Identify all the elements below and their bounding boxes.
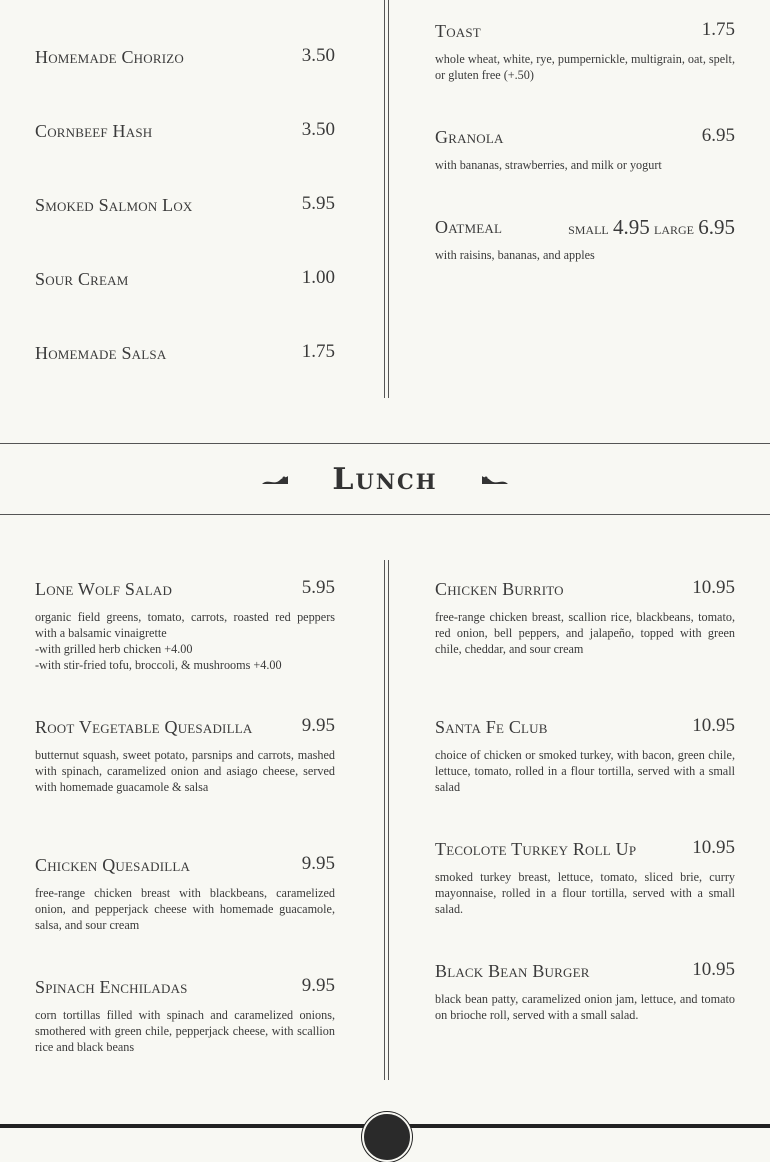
item-description — [35, 609, 335, 673]
item-description: corn tortillas filled with spinach and caramelized onions, smothered with green chile, pepperjack cheese, with scallion rice and black beans — [35, 1008, 335, 1054]
item-price: 9.95 — [301, 975, 335, 996]
menu-item — [35, 121, 335, 145]
menu-item — [35, 855, 335, 933]
menu-item — [435, 839, 735, 917]
item-price: 10.95 — [692, 837, 735, 858]
item-price — [568, 215, 735, 240]
item-name: Sour Cream — [35, 269, 129, 289]
menu-item — [35, 717, 335, 795]
menu-item — [435, 217, 735, 263]
item-description: free-range chicken breast with blackbeans, caramelized onion, and pepperjack cheese with homemade guacamole, salsa, and sour cream — [35, 886, 335, 932]
menu-item — [35, 47, 335, 71]
item-name: Root Vegetable Quesadilla — [35, 717, 253, 737]
item-price: 6.95 — [701, 125, 735, 146]
item-price: 1.75 — [301, 341, 335, 362]
item-price: 10.95 — [692, 715, 735, 736]
column-divider — [384, 560, 389, 1080]
item-name: Smoked Salmon Lox — [35, 195, 193, 215]
flourish-right-icon — [480, 472, 510, 488]
item-description: choice of chicken or smoked turkey, with bacon, green chile, lettuce, tomato, rolled in a flour tortilla, served with a small salad — [435, 748, 735, 794]
extra-option: -with stir-fried tofu, broccoli, & mushrooms +4.00 — [35, 658, 282, 672]
item-name: Lone Wolf Salad — [35, 579, 173, 599]
item-name: Cornbeef Hash — [35, 121, 153, 141]
description-text: organic field greens, tomato, carrots, roasted red peppers with a balsamic vinaigrette — [35, 610, 335, 640]
menu-item — [35, 579, 335, 673]
menu-item — [435, 961, 735, 1023]
item-name: Oatmeal — [435, 217, 503, 237]
item-name: Tecolote Turkey Roll Up — [435, 839, 637, 859]
section-title: Lunch — [332, 462, 438, 497]
price-large: 6.95 — [698, 215, 735, 239]
item-description: black bean patty, caramelized onion jam, lettuce, and tomato on brioche roll, served with a small salad. — [435, 992, 735, 1022]
item-description: smoked turkey breast, lettuce, tomato, sliced brie, curry mayonnaise, rolled in a flour tortilla, served with a small salad. — [435, 870, 735, 916]
item-name: Black Bean Burger — [435, 961, 590, 981]
item-price: 10.95 — [692, 577, 735, 598]
item-name: Santa Fe Club — [435, 717, 548, 737]
menu-item — [435, 717, 735, 795]
item-name: Toast — [435, 21, 481, 41]
item-name: Homemade Chorizo — [35, 47, 184, 67]
footer-emblem-icon — [362, 1112, 412, 1162]
item-description: free-range chicken breast, scallion rice, blackbeans, tomato, red onion, bell peppers, and jalapeño, topped with green chile, cheddar, and sour cream — [435, 610, 735, 656]
item-price: 9.95 — [301, 853, 335, 874]
item-description: butternut squash, sweet potato, parsnips and carrots, mashed with spinach, caramelized onion and asiago cheese, served with homemade guacamole & salsa — [35, 748, 335, 794]
extra-option: -with grilled herb chicken +4.00 — [35, 642, 193, 656]
menu-item — [435, 21, 735, 83]
price-small-label: small — [568, 219, 609, 238]
item-description: with raisins, bananas, and apples — [435, 248, 595, 262]
item-price: 5.95 — [301, 577, 335, 598]
price-large-label: large — [654, 219, 694, 238]
menu-item — [435, 127, 735, 173]
item-name: Homemade Salsa — [35, 343, 167, 363]
item-name: Chicken Quesadilla — [35, 855, 191, 875]
menu-item — [35, 977, 335, 1055]
menu-item — [35, 195, 335, 219]
item-price: 10.95 — [692, 959, 735, 980]
section-rule-bottom — [0, 514, 770, 515]
price-small: 4.95 — [613, 215, 650, 239]
section-rule-top — [0, 443, 770, 444]
item-description: with bananas, strawberries, and milk or yogurt — [435, 158, 662, 172]
item-description: whole wheat, white, rye, pumpernickle, multigrain, oat, spelt, or gluten free (+.50) — [435, 52, 735, 82]
item-price: 5.95 — [301, 193, 335, 214]
column-divider — [384, 0, 389, 398]
item-price: 9.95 — [301, 715, 335, 736]
item-name: Spinach Enchiladas — [35, 977, 188, 997]
item-name: Granola — [435, 127, 504, 147]
menu-item — [35, 343, 335, 367]
item-price: 3.50 — [301, 45, 335, 66]
menu-item — [35, 269, 335, 293]
item-price: 3.50 — [301, 119, 335, 140]
item-price: 1.75 — [701, 19, 735, 40]
item-price: 1.00 — [301, 267, 335, 288]
item-name: Chicken Burrito — [435, 579, 564, 599]
menu-item — [435, 579, 735, 657]
